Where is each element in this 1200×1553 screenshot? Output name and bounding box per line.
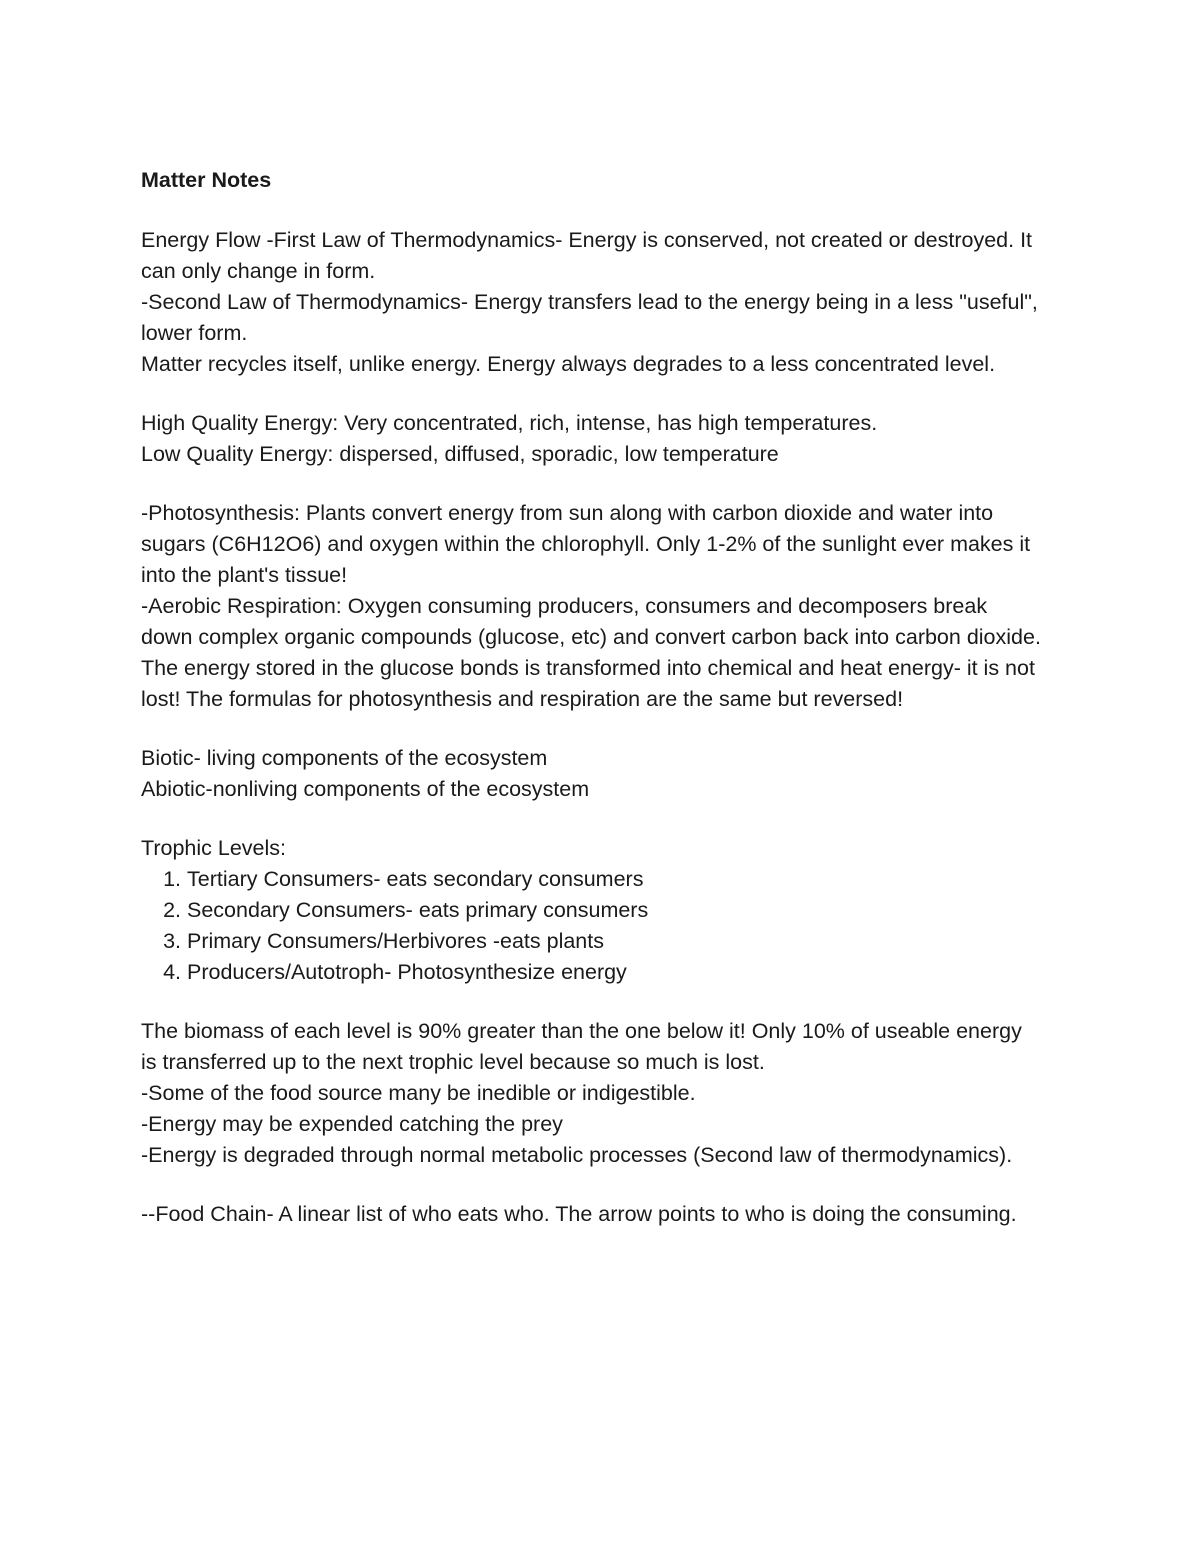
first-law-paragraph: Energy Flow -First Law of Thermodynamics- Energy is conserved, not created or destroyed. It can only change in form. bbox=[141, 228, 1033, 283]
list-item: 4. Producers/Autotroph- Photosynthesize energy bbox=[187, 957, 1041, 988]
spacer bbox=[141, 988, 1041, 1016]
high-quality-energy: High Quality Energy: Very concentrated, rich, intense, has high temperatures. bbox=[141, 411, 878, 435]
spacer bbox=[141, 380, 1041, 408]
energy-loss-reason: -Energy is degraded through normal metabolic processes (Second law of thermodynamics). bbox=[141, 1143, 1013, 1167]
aerobic-respiration-paragraph: -Aerobic Respiration: Oxygen consuming producers, consumers and decomposers break down complex organic compounds (glucose, etc) and convert carbon back into carbon dioxide. The energy stored in the glucose bonds is transformed into chemical and heat energy- it is not lost! The formulas for photosynthesis and respiration are the same but reversed! bbox=[141, 594, 1041, 711]
trophic-levels-list bbox=[141, 864, 1041, 988]
energy-loss-reason: -Some of the food source many be inedible or indigestible. bbox=[141, 1081, 696, 1105]
document-page bbox=[141, 165, 1041, 1230]
trophic-levels-heading: Trophic Levels: bbox=[141, 836, 286, 860]
second-law-paragraph: -Second Law of Thermodynamics- Energy transfers lead to the energy being in a less "useful", lower form. bbox=[141, 290, 1038, 345]
abiotic-definition: Abiotic-nonliving components of the ecosystem bbox=[141, 777, 590, 801]
page-title: Matter Notes bbox=[141, 168, 272, 192]
list-item: 2. Secondary Consumers- eats primary consumers bbox=[187, 895, 1041, 926]
spacer bbox=[141, 805, 1041, 833]
biotic-definition: Biotic- living components of the ecosystem bbox=[141, 746, 548, 770]
matter-recycles-paragraph: Matter recycles itself, unlike energy. Energy always degrades to a less concentrated level. bbox=[141, 352, 996, 376]
spacer bbox=[141, 715, 1041, 743]
list-item: 3. Primary Consumers/Herbivores -eats plants bbox=[187, 926, 1041, 957]
list-item: 1. Tertiary Consumers- eats secondary consumers bbox=[187, 864, 1041, 895]
spacer bbox=[141, 470, 1041, 498]
photosynthesis-paragraph: -Photosynthesis: Plants convert energy from sun along with carbon dioxide and water into sugars (C6H12O6) and oxygen within the chlorophyll. Only 1-2% of the sunlight ever makes it into the plant's tissue! bbox=[141, 501, 1031, 587]
low-quality-energy: Low Quality Energy: dispersed, diffused, sporadic, low temperature bbox=[141, 442, 779, 466]
biomass-paragraph: The biomass of each level is 90% greater than the one below it! Only 10% of useable energy is transferred up to the next trophic level because so much is lost. bbox=[141, 1019, 1022, 1074]
energy-loss-reason: -Energy may be expended catching the prey bbox=[141, 1112, 563, 1136]
spacer bbox=[141, 1171, 1041, 1199]
food-chain-paragraph: --Food Chain- A linear list of who eats who. The arrow points to who is doing the consuming. bbox=[141, 1202, 1017, 1226]
